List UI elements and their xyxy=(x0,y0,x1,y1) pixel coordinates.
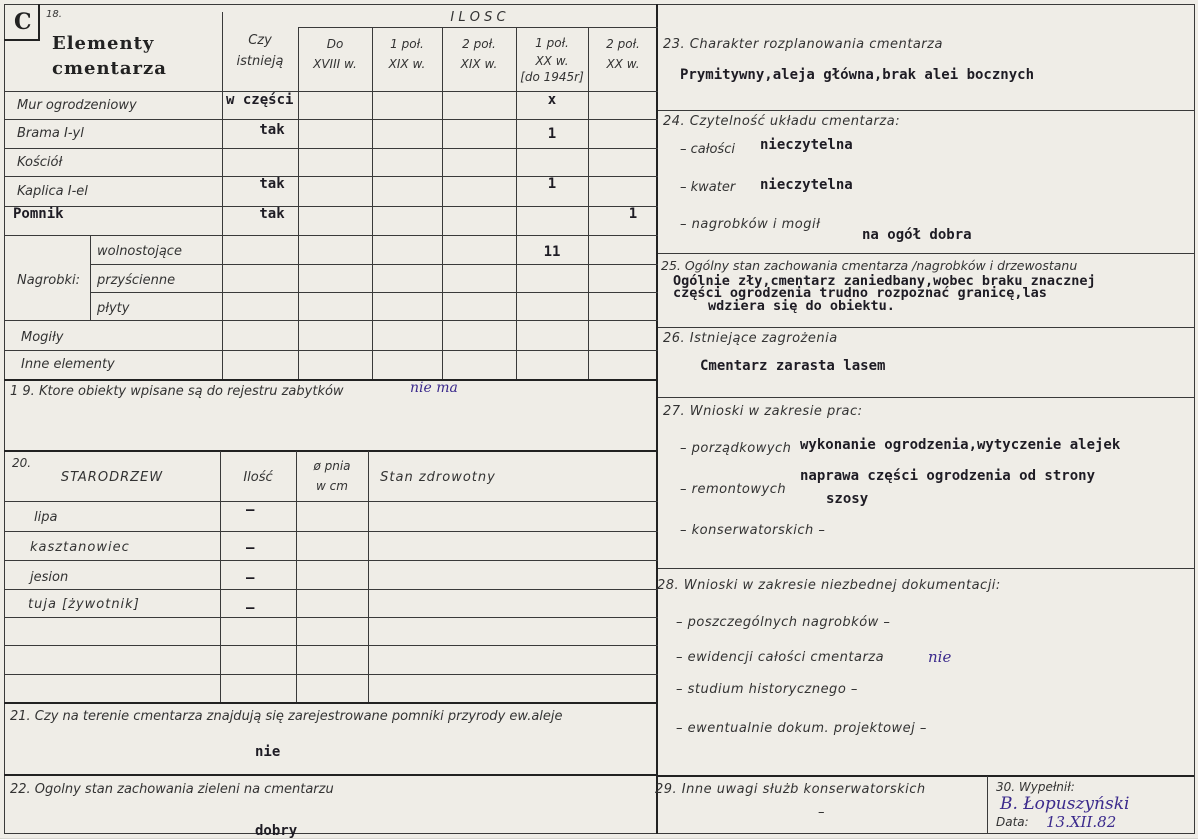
header-czy-1: Czy xyxy=(248,33,272,48)
header-c4-2: XX w. xyxy=(535,54,569,68)
kaplica-c4: 1 xyxy=(547,176,557,192)
header-c2-2: XIX w. xyxy=(388,57,426,71)
q24-calosci-answer: nieczytelna xyxy=(760,137,853,153)
tree-name: kasztanowiec xyxy=(30,540,130,555)
q20-header-qty: Ilość xyxy=(243,470,273,485)
q23-answer: Prymitywny,aleja główna,brak alei bocznych xyxy=(680,67,1035,83)
q29-answer: – xyxy=(818,805,825,820)
q25-label: 25. Ogólny stan zachowania cmentarza /nagrobków i drzewostanu xyxy=(661,258,1078,273)
row-label-inne: Inne elementy xyxy=(21,357,115,372)
row-line xyxy=(4,379,658,381)
col-line xyxy=(90,236,91,320)
header-czy-2: istnieją xyxy=(236,54,284,69)
elements-title-line1: Elementy xyxy=(52,33,155,54)
c-box-line xyxy=(38,4,40,40)
q28-d: – ewentualnie dokum. projektowej – xyxy=(676,721,927,736)
header-ilosc: I L O S C xyxy=(450,10,506,25)
mur-c4: x xyxy=(547,92,557,108)
row-line xyxy=(658,397,1194,398)
q28-label: 28. Wnioski w zakresie niezbednej dokumentacji: xyxy=(657,578,1001,593)
tree-qty: – xyxy=(246,502,255,518)
tree-qty: – xyxy=(246,570,255,586)
row-line xyxy=(658,253,1194,254)
header-c1-2: XVIII w. xyxy=(313,57,357,71)
q24-label: 24. Czytelność układu cmentarza: xyxy=(663,114,901,129)
q24-nagrobkow-label: – nagrobków i mogił xyxy=(680,217,821,232)
row-label-mogily: Mogiły xyxy=(21,330,64,345)
row-label-plyty: płyty xyxy=(97,301,130,316)
c-box-line xyxy=(4,39,40,41)
row-line xyxy=(658,327,1194,328)
row-label-kosciol: Kościół xyxy=(17,155,63,170)
row-line xyxy=(4,531,658,532)
row-line xyxy=(90,292,658,293)
tree-name: tuja [żywotnik] xyxy=(28,597,140,612)
q27-porz-answer: wykonanie ogrodzenia,wytyczenie alejek xyxy=(800,437,1121,453)
q19-answer: nie ma xyxy=(410,380,458,396)
row-line xyxy=(4,501,658,502)
row-line xyxy=(4,350,658,351)
row-line xyxy=(4,450,658,452)
row-line xyxy=(4,206,658,207)
kaplica-czy: tak xyxy=(259,176,285,192)
q24-kwater-label: – kwater xyxy=(680,180,736,195)
row-line xyxy=(4,148,658,149)
pomnik-c5: 1 xyxy=(628,206,638,222)
center-divider xyxy=(656,4,658,834)
section-letter: C xyxy=(14,9,32,35)
q27-porz-label: – porządkowych xyxy=(680,441,792,456)
row-label-wolnostojace: wolnostojące xyxy=(97,244,182,259)
row-label-przyscienne: przyścienne xyxy=(97,273,176,288)
row-line xyxy=(4,589,658,590)
q28-b-answer: nie xyxy=(928,648,952,666)
q27-kons-label: – konserwatorskich – xyxy=(680,523,826,538)
row-label-pomnik: Pomnik xyxy=(13,206,64,222)
row-line xyxy=(4,320,658,321)
q20-header-diam-1: ø pnia xyxy=(313,459,351,473)
row-label-nagrobki: Nagrobki: xyxy=(17,273,81,288)
q25-answer-line: części ogrodzenia trudno rozpoznać granicę,las xyxy=(673,285,1047,301)
q28-c: – studium historycznego – xyxy=(676,682,858,697)
row-line xyxy=(4,617,658,618)
col-line xyxy=(987,776,988,834)
date-value: 13.XII.82 xyxy=(1046,813,1117,831)
border-bottom xyxy=(4,833,1194,834)
tree-qty: – xyxy=(246,600,255,616)
tree-name: jesion xyxy=(30,570,69,585)
q30-label: 30. Wypełnił: xyxy=(996,780,1075,794)
header-c4-3: [do 1945r] xyxy=(520,70,584,84)
wolnostojace-c4: 11 xyxy=(543,244,561,260)
signature: B. Łopuszyński xyxy=(1000,794,1130,814)
q24-calosci-label: – całości xyxy=(680,142,735,157)
row-line xyxy=(4,645,658,646)
col-line xyxy=(372,27,373,379)
header-c5-1: 2 poł. xyxy=(606,37,640,51)
q21-answer: nie xyxy=(255,744,281,760)
border-top xyxy=(4,4,1194,5)
row-line xyxy=(658,775,1194,777)
q26-label: 26. Istniejące zagrożenia xyxy=(663,331,838,346)
q28-b-label: – ewidencji całości cmentarza xyxy=(676,650,885,665)
header-c4-1: 1 poł. xyxy=(535,36,569,50)
q24-kwater-answer: nieczytelna xyxy=(760,177,853,193)
row-line xyxy=(4,674,658,675)
pomnik-czy: tak xyxy=(259,206,285,222)
row-line xyxy=(4,235,658,236)
header-c2-1: 1 poł. xyxy=(390,37,424,51)
header-c3-2: XIX w. xyxy=(460,57,498,71)
q22-answer: dobry xyxy=(255,823,298,839)
col-line xyxy=(442,27,443,379)
q27-label: 27. Wnioski w zakresie prac: xyxy=(663,404,863,419)
q26-answer: Cmentarz zarasta lasem xyxy=(700,358,886,374)
header-c1-1: Do xyxy=(326,37,344,51)
q24-nagrobkow-answer: na ogół dobra xyxy=(862,227,972,243)
row-line xyxy=(298,27,658,28)
row-line xyxy=(90,264,658,265)
q28-a: – poszczególnych nagrobków – xyxy=(676,615,891,630)
row-line xyxy=(4,560,658,561)
border-left xyxy=(4,4,5,834)
row-line xyxy=(658,110,1194,111)
row-label-mur: Mur ogrodzeniowy xyxy=(17,98,137,113)
row-line xyxy=(4,702,658,704)
row-label-brama: Brama I-yl xyxy=(17,126,84,141)
q20-header-name: STARODRZEW xyxy=(60,470,164,485)
header-c5-2: XX w. xyxy=(606,57,640,71)
q20-number: 20. xyxy=(12,456,32,470)
q27-rem-answer-line: szosy xyxy=(826,491,869,507)
row-line xyxy=(4,119,658,120)
row-line xyxy=(658,568,1194,569)
col-line xyxy=(298,27,299,379)
border-right xyxy=(1194,4,1195,834)
q20-header-diam-2: w cm xyxy=(316,479,348,493)
date-label: Data: xyxy=(996,815,1029,829)
row-line xyxy=(4,774,658,776)
tree-qty: – xyxy=(246,540,255,556)
q22-label: 22. Ogolny stan zachowania zieleni na cmentarzu xyxy=(10,782,334,797)
col-line xyxy=(588,27,589,379)
row-label-kaplica: Kaplica I-el xyxy=(17,184,88,199)
q27-rem-label: – remontowych xyxy=(680,482,787,497)
brama-czy: tak xyxy=(259,122,285,138)
elements-title-line2: cmentarza xyxy=(52,58,167,79)
q21-label: 21. Czy na terenie cmentarza znajdują się zarejestrowane pomniki przyrody ew.aleje xyxy=(10,709,563,724)
section-number: 18. xyxy=(46,9,62,20)
q23-label: 23. Charakter rozplanowania cmentarza xyxy=(663,37,943,52)
brama-c4: 1 xyxy=(547,126,557,142)
mur-czy: w części xyxy=(226,92,294,108)
col-line xyxy=(368,451,369,703)
q19-label: 1 9. Ktore obiekty wpisane są do rejestru zabytków xyxy=(10,384,344,399)
col-line xyxy=(220,451,221,703)
q20-header-state: Stan zdrowotny xyxy=(380,470,496,485)
q29-label: 29. Inne uwagi służb konserwatorskich xyxy=(655,782,926,797)
q25-answer-line: Ogólnie zły,cmentarz zaniedbany,wobec braku znacznej xyxy=(673,273,1096,289)
header-c3-1: 2 poł. xyxy=(462,37,496,51)
tree-name: lipa xyxy=(34,510,58,525)
q25-answer-line: wdziera się do obiektu. xyxy=(708,298,895,314)
q27-rem-answer-line: naprawa części ogrodzenia od strony xyxy=(800,468,1096,484)
